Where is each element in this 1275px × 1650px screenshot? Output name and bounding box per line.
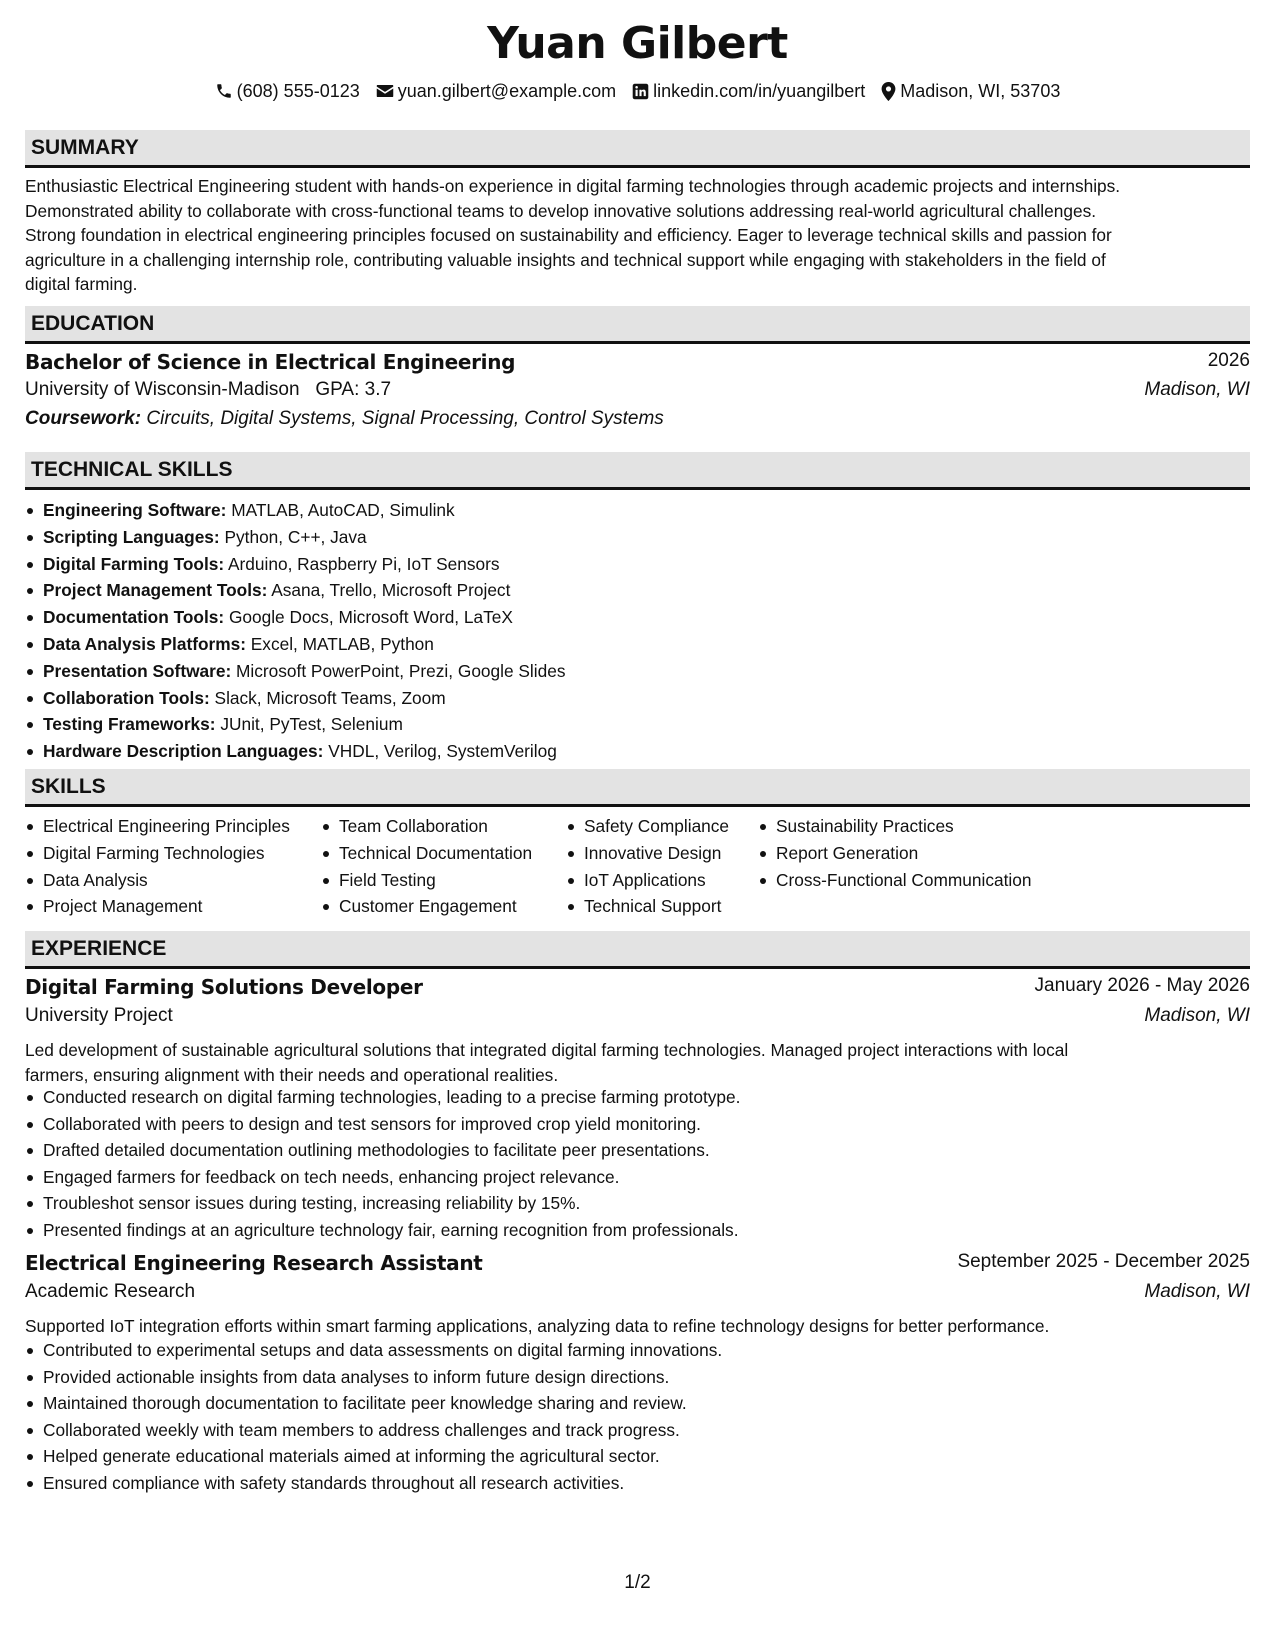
gpa: GPA: 3.7 bbox=[315, 379, 392, 400]
skills-grid bbox=[25, 813, 1250, 923]
education-row-coursework bbox=[25, 408, 1250, 436]
skill-values: MATLAB, AutoCAD, Simulink bbox=[231, 500, 455, 520]
summary-line: Strong foundation in electrical engineering principles focused on sustainability and efficiency. Eager to leverage technical skills and passion for bbox=[25, 225, 1112, 246]
skill-category: Hardware Description Languages: bbox=[43, 741, 324, 762]
list-item: Digital Farming Technologies bbox=[25, 840, 290, 867]
school-name: University of Wisconsin-Madison bbox=[25, 379, 300, 400]
list-item: Collaborated weekly with team members to address challenges and track progress. bbox=[25, 1417, 1250, 1444]
skill-category: Documentation Tools: bbox=[43, 607, 225, 628]
list-item bbox=[25, 738, 1250, 765]
list-item: Provided actionable insights from data analyses to inform future design directions. bbox=[25, 1364, 1250, 1391]
skill-values: Slack, Microsoft Teams, Zoom bbox=[214, 687, 446, 708]
coursework-label: Coursework: bbox=[25, 408, 142, 429]
list-item: IoT Applications bbox=[566, 867, 729, 894]
list-item bbox=[25, 604, 1250, 631]
job-dates: September 2025 - December 2025 bbox=[957, 1251, 1250, 1272]
section-header-technical-skills: TECHNICAL SKILLS bbox=[25, 452, 1250, 490]
list-item: Engaged farmers for feedback on tech needs, enhancing project relevance. bbox=[25, 1164, 1250, 1191]
list-item bbox=[25, 631, 1250, 658]
skill-values: Excel, MATLAB, Python bbox=[250, 633, 434, 654]
skill-values: Microsoft PowerPoint, Prezi, Google Slides bbox=[236, 660, 566, 681]
list-item: Report Generation bbox=[758, 840, 1031, 867]
job-subheader bbox=[25, 1281, 1250, 1309]
education-row-school bbox=[25, 379, 1250, 407]
list-item: Conducted research on digital farming technologies, leading to a precise farming prototype. bbox=[25, 1084, 1250, 1111]
job-bullets bbox=[25, 1337, 1250, 1497]
skill-values: Arduino, Raspberry Pi, IoT Sensors bbox=[228, 553, 500, 574]
degree-title: Bachelor of Science in Electrical Engineering bbox=[25, 350, 516, 374]
skill-values: Python, C++, Java bbox=[224, 526, 367, 547]
list-item: Field Testing bbox=[321, 867, 532, 894]
job-title: Electrical Engineering Research Assistant bbox=[25, 1251, 483, 1275]
job-header bbox=[25, 1251, 1250, 1279]
list-item: Project Management bbox=[25, 893, 290, 920]
contact-bar bbox=[25, 80, 1250, 102]
list-item: Innovative Design bbox=[566, 840, 729, 867]
job-description bbox=[25, 1314, 1250, 1339]
location-text: Madison, WI, 53703 bbox=[900, 81, 1061, 101]
summary-line: Enthusiastic Electrical Engineering student with hands-on experience in digital farming technologies through academic projects and internships. bbox=[25, 176, 1121, 196]
candidate-name: Yuan Gilbert bbox=[487, 18, 788, 69]
list-item bbox=[25, 497, 1250, 524]
list-item bbox=[25, 658, 1250, 685]
list-item: Maintained thorough documentation to facilitate peer knowledge sharing and review. bbox=[25, 1390, 1250, 1417]
list-item: Drafted detailed documentation outlining methodologies to facilitate peer presentations. bbox=[25, 1137, 1250, 1164]
job-location: Madison, WI bbox=[1144, 1281, 1250, 1302]
skill-category: Engineering Software: bbox=[43, 500, 227, 520]
envelope-icon bbox=[376, 83, 394, 99]
coursework-list: Circuits, Digital Systems, Signal Processing, Control Systems bbox=[146, 408, 664, 429]
list-item: Technical Support bbox=[566, 893, 729, 920]
skills-column-1 bbox=[25, 813, 290, 920]
skills-column-2 bbox=[321, 813, 532, 920]
coursework bbox=[25, 408, 664, 430]
summary-line: Demonstrated ability to collaborate with cross-functional teams to develop innovative solutions addressing real-world agricultural challenges. bbox=[25, 200, 1097, 221]
summary-text bbox=[25, 174, 1250, 297]
list-item: Troubleshot sensor issues during testing, increasing reliability by 15%. bbox=[25, 1190, 1250, 1217]
email-text: yuan.gilbert@example.com bbox=[397, 81, 617, 101]
description-line: Led development of sustainable agricultural solutions that integrated digital farming technologies. Managed project interactions with local bbox=[25, 1040, 1069, 1060]
skill-category: Collaboration Tools: bbox=[43, 687, 210, 708]
skill-category: Project Management Tools: bbox=[43, 580, 268, 601]
list-item: Team Collaboration bbox=[321, 813, 532, 840]
section-header-education: EDUCATION bbox=[25, 306, 1250, 344]
technical-skills-list bbox=[25, 497, 1250, 765]
list-item: Electrical Engineering Principles bbox=[25, 813, 290, 840]
school-info bbox=[25, 379, 391, 401]
skill-category: Scripting Languages: bbox=[43, 526, 220, 547]
graduation-year: 2026 bbox=[1207, 350, 1250, 371]
list-item: Helped generate educational materials aimed at informing the agricultural sector. bbox=[25, 1443, 1250, 1470]
job-header bbox=[25, 975, 1250, 1003]
skill-values: Google Docs, Microsoft Word, LaTeX bbox=[228, 607, 513, 628]
job-title: Digital Farming Solutions Developer bbox=[25, 975, 423, 999]
education-row-degree bbox=[25, 350, 1250, 378]
description-line: farmers, ensuring alignment with their needs and operational realities. bbox=[25, 1064, 559, 1085]
list-item bbox=[25, 551, 1250, 578]
skills-column-3 bbox=[566, 813, 729, 920]
skill-values: Asana, Trello, Microsoft Project bbox=[271, 580, 511, 601]
job-subheader bbox=[25, 1005, 1250, 1033]
list-item: Collaborated with peers to design and test sensors for improved crop yield monitoring. bbox=[25, 1111, 1250, 1138]
skill-category: Data Analysis Platforms: bbox=[43, 633, 246, 654]
list-item bbox=[25, 524, 1250, 551]
list-item: Presented findings at an agriculture technology fair, earning recognition from professionals. bbox=[25, 1217, 1250, 1244]
contact-email[interactable] bbox=[376, 80, 616, 102]
skill-values: VHDL, Verilog, SystemVerilog bbox=[328, 741, 557, 762]
skills-column-4 bbox=[758, 813, 1031, 893]
list-item bbox=[25, 577, 1250, 604]
skill-values: JUnit, PyTest, Selenium bbox=[220, 714, 403, 735]
map-pin-icon bbox=[881, 82, 896, 101]
list-item: Cross-Functional Communication bbox=[758, 867, 1031, 894]
contact-location bbox=[881, 80, 1060, 102]
contact-linkedin[interactable] bbox=[632, 80, 865, 102]
list-item: Customer Engagement bbox=[321, 893, 532, 920]
phone-icon bbox=[215, 82, 233, 100]
section-header-summary: SUMMARY bbox=[25, 130, 1250, 168]
phone-text: (608) 555-0123 bbox=[236, 81, 360, 101]
summary-line: digital farming. bbox=[25, 274, 138, 295]
list-item: Sustainability Practices bbox=[758, 813, 1031, 840]
job-bullets bbox=[25, 1084, 1250, 1244]
list-item: Data Analysis bbox=[25, 867, 290, 894]
section-header-skills: SKILLS bbox=[25, 769, 1250, 807]
job-location: Madison, WI bbox=[1144, 1005, 1250, 1026]
description-line: Supported IoT integration efforts within smart farming applications, analyzing data to refine technology designs for better performance. bbox=[25, 1316, 1050, 1336]
page-number: 1/2 bbox=[624, 1572, 651, 1593]
job-description bbox=[25, 1038, 1250, 1087]
school-location: Madison, WI bbox=[1144, 379, 1250, 400]
job-dates: January 2026 - May 2026 bbox=[1034, 975, 1250, 996]
list-item: Contributed to experimental setups and data assessments on digital farming innovations. bbox=[25, 1337, 1250, 1364]
summary-line: agriculture in a challenging internship role, contributing valuable insights and technical support while engaging with stakeholders in the field of bbox=[25, 249, 1106, 270]
list-item: Ensured compliance with safety standards throughout all research activities. bbox=[25, 1470, 1250, 1497]
resume-page bbox=[25, 0, 1250, 1650]
job-organization: University Project bbox=[25, 1005, 173, 1026]
list-item: Technical Documentation bbox=[321, 840, 532, 867]
linkedin-icon bbox=[632, 83, 649, 100]
skill-category: Digital Farming Tools: bbox=[43, 553, 225, 574]
section-header-experience: EXPERIENCE bbox=[25, 931, 1250, 969]
contact-phone[interactable] bbox=[215, 80, 360, 102]
list-item bbox=[25, 685, 1250, 712]
skill-category: Presentation Software: bbox=[43, 660, 232, 681]
list-item: Safety Compliance bbox=[566, 813, 729, 840]
job-organization: Academic Research bbox=[25, 1281, 196, 1302]
linkedin-text: linkedin.com/in/yuangilbert bbox=[653, 81, 866, 101]
list-item bbox=[25, 711, 1250, 738]
skill-category: Testing Frameworks: bbox=[43, 714, 216, 735]
